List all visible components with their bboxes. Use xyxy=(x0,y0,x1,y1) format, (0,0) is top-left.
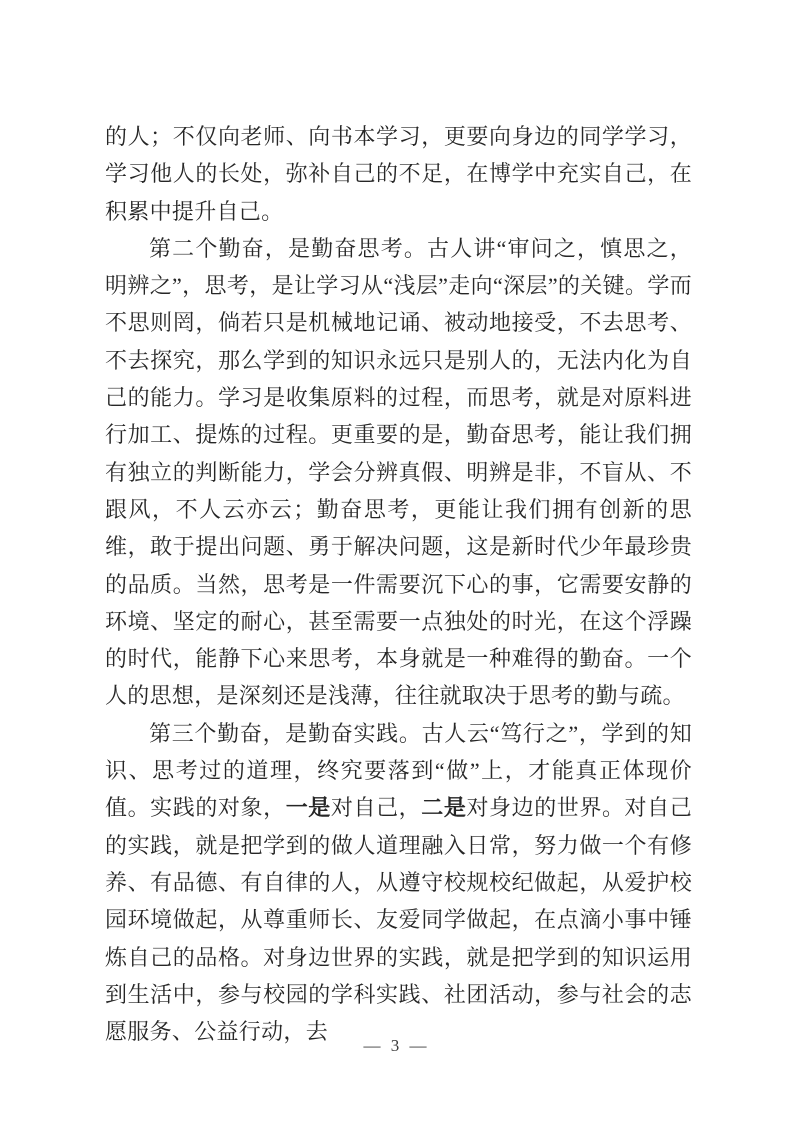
text-segment-bold: 二是 xyxy=(421,795,467,821)
text-segment: 第二个勤奋，是勤奋思考。古人讲“审问之，慎思之，明辨之”，思考，是让学习从“浅层”走向“深层”的关键。学而不思则罔，倘若只是机械地记诵、被动地接受，不去思考、不去探究，那么学到的知识永远只是别人的，无法内化为自己的能力。学习是收集原料的过程，而思考，就是对原料进行加工、提炼的过程。更重要的是，勤奋思考，能让我们拥有独立的判断能力，学会分辨真假、明辨是非，不盲从、不跟风，不人云亦云；勤奋思考，更能让我们拥有创新的思维，敢于提出问题、勇于解决问题，这是新时代少年最珍贵的品质。当然，思考是一件需要沉下心的事，它需要安静的环境、坚定的耐心，甚至需要一点独处的时光，在这个浮躁的时代，能静下心来思考，本身就是一种难得的勤奋。一个人的思想，是深刻还是浅薄，往往就取决于思考的勤与疏。 xyxy=(105,235,692,709)
text-segment: 对自己， xyxy=(330,795,422,821)
paragraph-third-diligence xyxy=(105,715,692,1051)
document-body xyxy=(105,118,692,1050)
text-segment-bold: 一是 xyxy=(285,795,331,821)
paragraph-second-diligence xyxy=(105,230,692,715)
text-segment: 的人；不仅向老师、向书本学习，更要向身边的同学学习，学习他人的长处，弥补自己的不足，在博学中充实自己，在积累中提升自己。 xyxy=(105,124,692,224)
text-segment: 对身边的世界。对自己的实践，就是把学到的做人道理融入日常，努力做一个有修养、有品德、有自律的人，从遵守校规校纪做起，从爱护校园环境做起，从尊重师长、友爱同学做起，在点滴小事中锤炼自己的品格。对身边世界的实践，就是把学到的知识运用到生活中，参与校园的学科实践、社团活动，参与社会的志愿服务、公益行动，去 xyxy=(105,795,693,1045)
paragraph-continuation xyxy=(105,118,692,230)
page-number: — 3 — xyxy=(363,1036,430,1055)
text-segment: 第三个勤奋，是勤奋实践。古人云“笃行之”，学到的知识、思考过的道理，终究要落到“做”上，才能真正体现价值。实践的对象， xyxy=(105,720,692,821)
